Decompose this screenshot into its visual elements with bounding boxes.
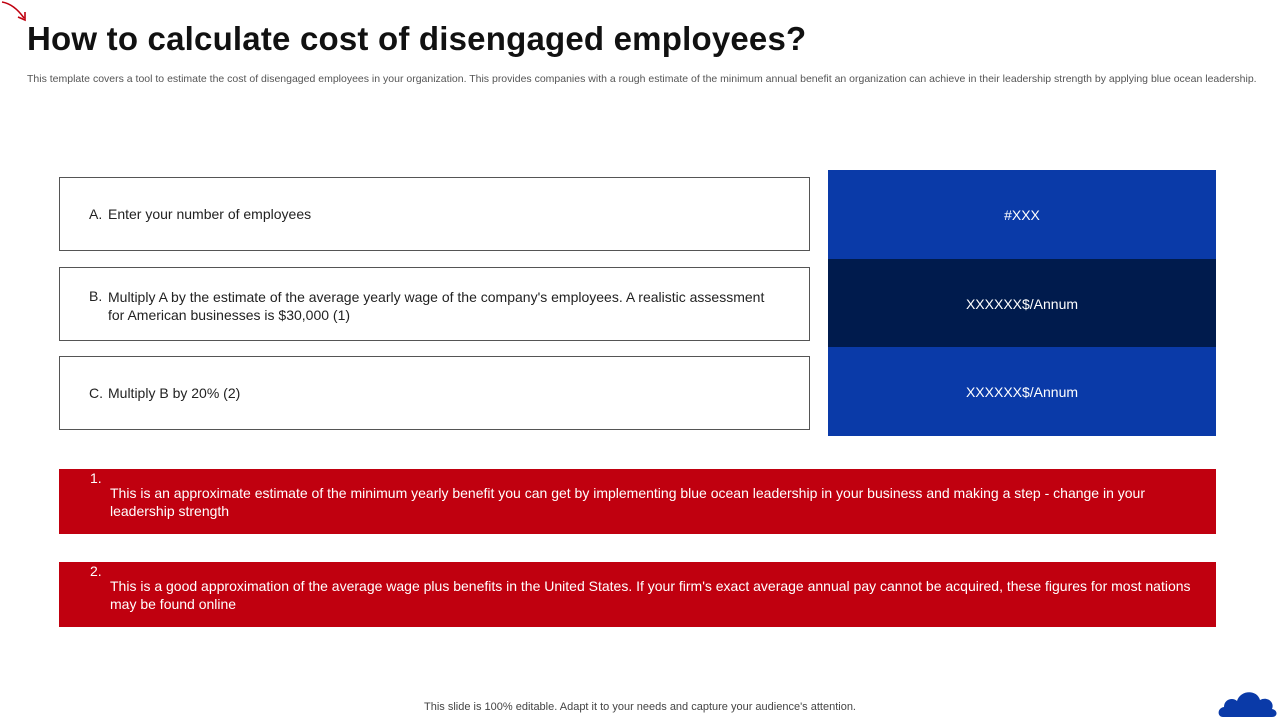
step-a-value: #XXX: [828, 170, 1216, 259]
footnote-2-number: 2.: [90, 563, 102, 579]
page-title: How to calculate cost of disengaged employees?: [27, 20, 807, 57]
footnote-2: [59, 562, 1216, 627]
footer-note: This slide is 100% editable. Adapt it to your needs and capture your audience's attention.: [424, 701, 856, 713]
step-b-marker: B.: [89, 288, 103, 304]
step-b-box: [59, 267, 810, 341]
step-c-marker: C.: [89, 385, 103, 401]
step-a-marker: A.: [89, 206, 103, 222]
cloud-icon: [1217, 684, 1279, 720]
step-c-value: XXXXXX$/Annum: [828, 347, 1216, 436]
step-b-value: XXXXXX$/Annum: [828, 259, 1216, 348]
step-a-text: Enter your number of employees: [108, 206, 312, 222]
step-c-box: [59, 356, 810, 430]
step-b-text: Multiply A by the estimate of the average yearly wage of the company's employees. A realistic assessment for American businesses is $30,000 (1): [108, 289, 765, 323]
page-subtitle: This template covers a tool to estimate the cost of disengaged employees in your organization. This provides companies with a rough estimate of the minimum annual benefit an organization can achieve in their leadership strength by applying blue ocean leadership.: [27, 73, 1257, 85]
footnote-1: [59, 469, 1216, 534]
step-c-text: Multiply B by 20% (2): [108, 385, 241, 401]
footnote-2-text: This is a good approximation of the average wage plus benefits in the United States. If your firm's exact average annual pay cannot be acquired, these figures for most nations may be found online: [110, 577, 1191, 612]
footnote-1-text: This is an approximate estimate of the minimum yearly benefit you can get by implementing blue ocean leadership in your business and making a step - change in your leadership strength: [110, 484, 1146, 519]
footnote-1-number: 1.: [90, 470, 102, 486]
step-a-box: [59, 177, 810, 251]
